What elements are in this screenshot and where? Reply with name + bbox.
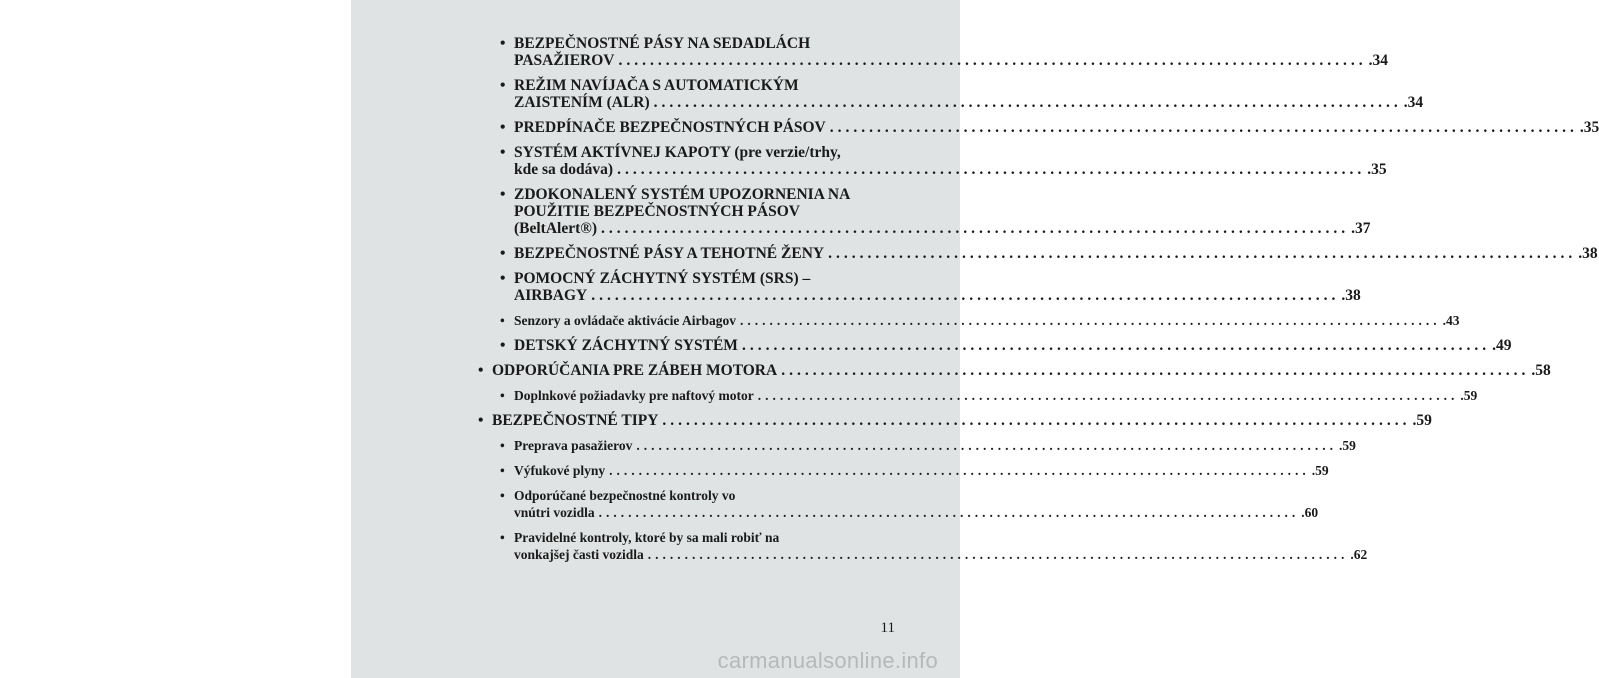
toc-entry-line: REŽIM NAVÍJAČA S AUTOMATICKÝM (514, 77, 799, 94)
leader-dots: ............................................................................................... (636, 438, 1337, 453)
toc-entry-title: DETSKÝ ZÁCHYTNÝ SYSTÉM (514, 337, 738, 354)
bullet-icon: • (478, 412, 484, 429)
toc-page-number: .38 (1578, 245, 1598, 262)
bullet-icon: • (500, 337, 506, 354)
bullet-icon: • (500, 35, 506, 52)
toc-entry-title: vonkajšej časti vozidla (514, 547, 644, 562)
bullet-icon: • (500, 438, 505, 453)
toc-entry-title: PREDPÍNAČE BEZPEČNOSTNÝCH PÁSOV (514, 119, 826, 136)
toc-entry[interactable] (500, 462, 1329, 479)
toc-entry-line: Odporúčané bezpečnostné kontroly vo (514, 488, 736, 503)
bullet-icon: • (500, 313, 505, 328)
bullet-icon: • (500, 488, 505, 503)
toc-entry-line: POUŽITIE BEZPEČNOSTNÝCH PÁSOV (514, 203, 800, 220)
leader-dots: ............................................................................................... (609, 463, 1310, 478)
leader-dots: ............................................................................................... (601, 220, 1350, 237)
toc-entry-title: BEZPEČNOSTNÉ TIPY (492, 412, 659, 429)
toc-entry-title: Senzory a ovládače aktivácie Airbagov (514, 313, 736, 328)
toc-page-number: .35 (1579, 119, 1599, 136)
leader-dots: ............................................................................................... (741, 337, 1491, 354)
toc-entry-title: Preprava pasažierov (514, 438, 633, 453)
bullet-icon: • (500, 530, 505, 545)
toc-page-number: .34 (1403, 94, 1424, 111)
leader-dots: ............................................................................................... (828, 245, 1577, 262)
toc-entry[interactable] (500, 337, 1512, 354)
toc-entry[interactable] (478, 362, 1551, 379)
manual-page (351, 0, 1599, 678)
toc-entry[interactable] (478, 412, 1432, 429)
toc-entry[interactable] (500, 119, 1599, 136)
toc-entry-line: POMOCNÝ ZÁCHYTNÝ SYSTÉM (SRS) – (514, 270, 811, 287)
toc-page-number: .49 (1492, 337, 1512, 354)
bullet-icon: • (500, 270, 506, 287)
toc-entry-line: ZDOKONALENÝ SYSTÉM UPOZORNENIA NA (514, 186, 851, 203)
toc-page-number: .43 (1442, 313, 1460, 328)
toc-page-number: .35 (1367, 161, 1387, 178)
toc-entry[interactable] (500, 186, 1371, 237)
leader-dots: ............................................................................................... (739, 313, 1441, 328)
toc-entry[interactable] (500, 144, 1387, 178)
bullet-icon: • (500, 245, 506, 262)
toc-entry[interactable] (500, 270, 1361, 304)
bullet-icon: • (500, 463, 505, 478)
toc-page-number: .59 (1338, 438, 1356, 453)
leader-dots: ............................................................................................... (598, 505, 1300, 520)
toc-page-number: .62 (1350, 547, 1368, 562)
toc-page-number: .59 (1460, 388, 1478, 403)
toc-entry[interactable] (500, 35, 1388, 69)
leader-dots: ............................................................................................... (617, 161, 1366, 178)
toc-entry-title: ODPORÚČANIA PRE ZÁBEH MOTORA (492, 362, 778, 379)
leader-dots: ............................................................................................... (781, 362, 1530, 379)
toc-page-number: .34 (1368, 52, 1388, 69)
bullet-icon: • (500, 144, 506, 161)
leader-dots: ............................................................................................... (653, 94, 1402, 111)
toc-entry-title: vnútri vozidla (514, 505, 595, 520)
bullet-icon: • (500, 186, 506, 203)
toc-entry[interactable] (500, 77, 1424, 111)
toc-entry-title: AIRBAGY (514, 287, 588, 304)
toc-entry-title: ZAISTENÍM (ALR) (514, 94, 650, 111)
toc-entry-line: Pravidelné kontroly, ktoré by sa mali robiť na (514, 530, 780, 545)
leader-dots: ............................................................................................... (591, 287, 1340, 304)
toc-entry[interactable] (500, 487, 1319, 521)
toc-page-number: .37 (1351, 220, 1371, 237)
toc-entry-title: kde sa dodáva) (514, 161, 614, 178)
toc-entry[interactable] (500, 437, 1356, 454)
watermark: carmanualsonline.info (717, 648, 938, 673)
toc-page-number: .58 (1531, 362, 1551, 379)
toc-page-number: .59 (1311, 463, 1329, 478)
bullet-icon: • (500, 119, 506, 136)
toc-entry-title: BEZPEČNOSTNÉ PÁSY A TEHOTNÉ ŽENY (514, 245, 825, 262)
leader-dots: ............................................................................................... (757, 388, 1459, 403)
toc-entry-title: (BeltAlert®) (514, 220, 598, 237)
toc-page-number: .38 (1341, 287, 1361, 304)
bullet-icon: • (500, 77, 506, 94)
toc-entry-title: Výfukové plyny (514, 463, 606, 478)
leader-dots: ............................................................................................... (618, 52, 1367, 69)
toc-entry-title: PASAŽIEROV (514, 52, 615, 69)
toc-entry[interactable] (500, 245, 1598, 262)
blank-left-area (0, 0, 351, 678)
leader-dots: ............................................................................................... (662, 412, 1411, 429)
toc-entry[interactable] (500, 312, 1460, 329)
toc-entry-line: SYSTÉM AKTÍVNEJ KAPOTY (pre verzie/trhy, (514, 144, 841, 161)
toc-entry[interactable] (500, 387, 1478, 404)
toc-entry-line: BEZPEČNOSTNÉ PÁSY NA SEDADLÁCH (514, 35, 811, 52)
page-number: 11 (880, 620, 895, 636)
toc-entry[interactable] (500, 529, 1368, 563)
leader-dots: ............................................................................................... (647, 547, 1349, 562)
toc-page-number: .60 (1301, 505, 1319, 520)
bullet-icon: • (478, 362, 484, 379)
toc-entry-title: Doplnkové požiadavky pre naftový motor (514, 388, 754, 403)
bullet-icon: • (500, 388, 505, 403)
leader-dots: ............................................................................................... (829, 119, 1578, 136)
toc-page-number: .59 (1412, 412, 1432, 429)
